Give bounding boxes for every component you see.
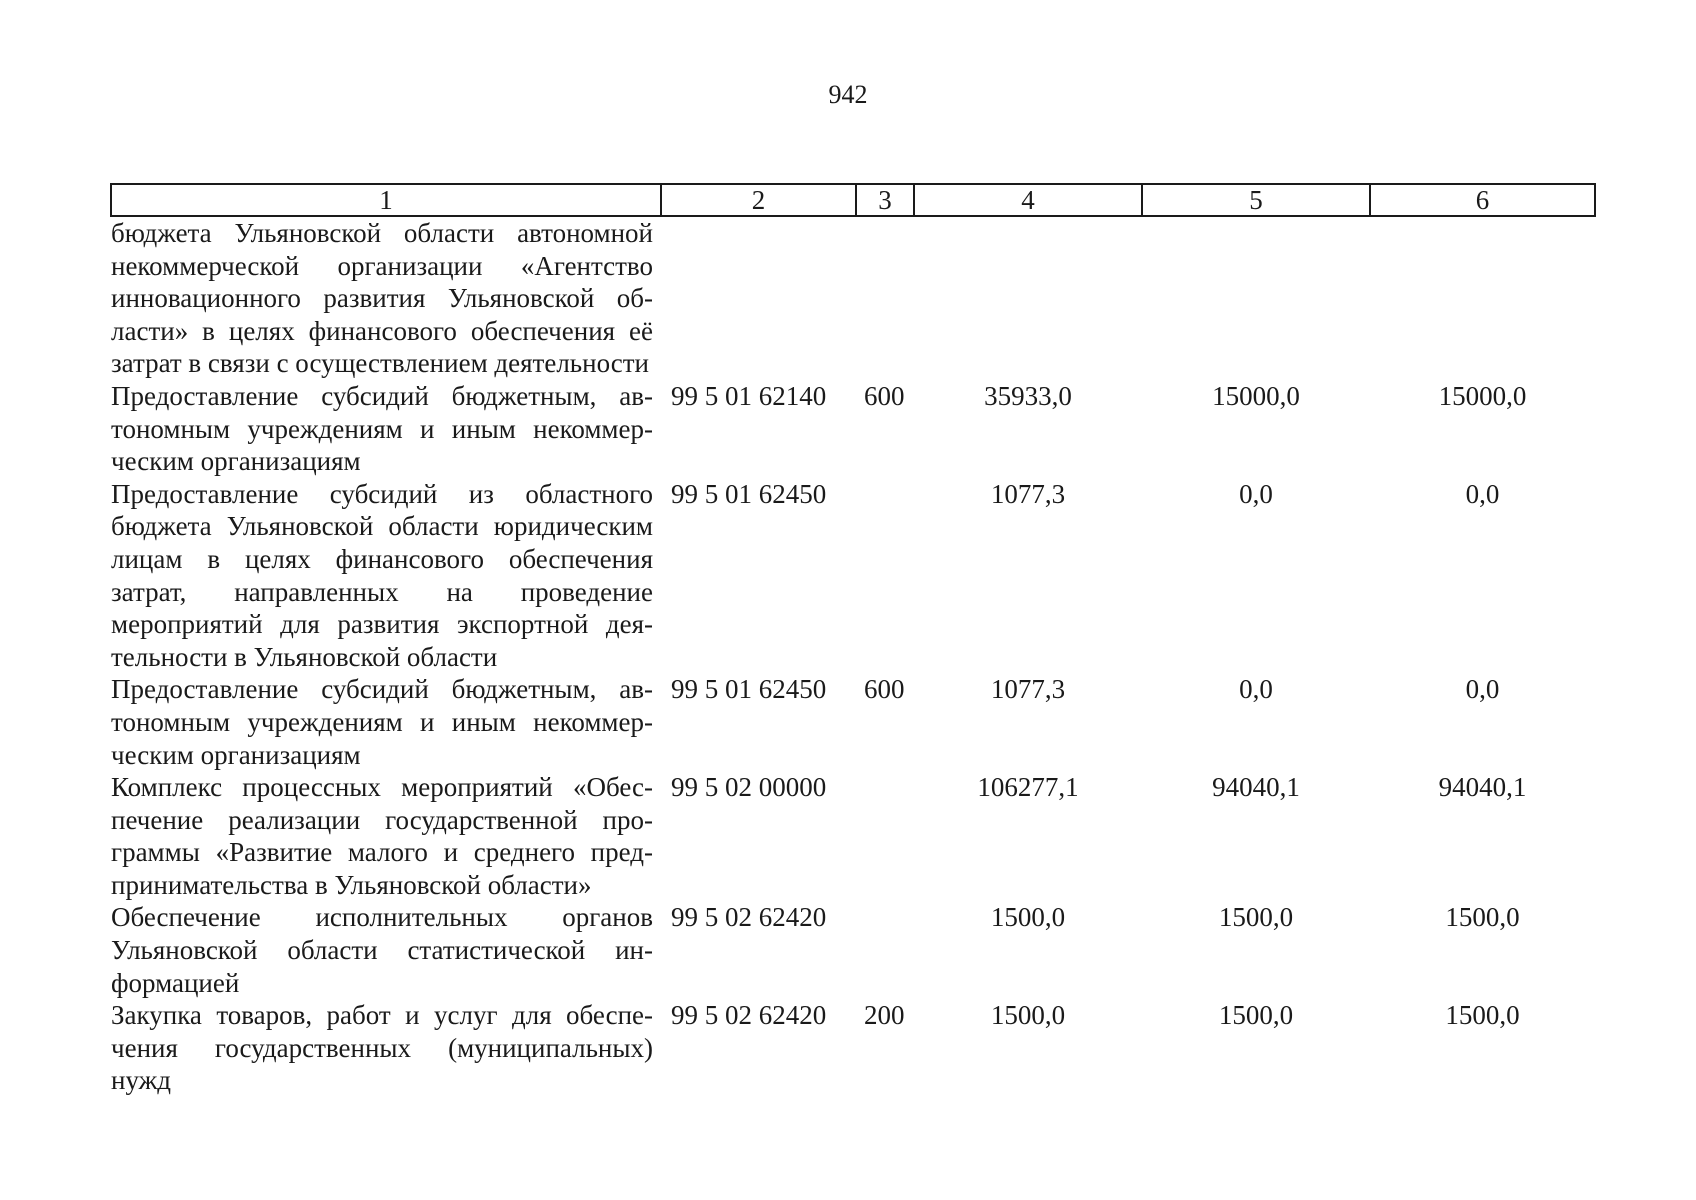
header-col-4: 4 <box>914 184 1142 216</box>
row-value-5: 15000,0 <box>1212 380 1300 411</box>
row-kind: 600 <box>864 674 905 705</box>
row-name: Закупка товаров, работ и услуг для обеспечения государственных (муниципальных) нужд <box>111 1000 653 1096</box>
row-name: бюджета Ульяновской области автономной некоммерческой организации «Агентство инновационного развития Ульяновской области» в целях финансового обеспечения её затрат в связи с осуществлением деятельности <box>111 218 653 379</box>
row-value-4: 1077,3 <box>990 674 1066 705</box>
header-row <box>111 184 1595 216</box>
row-kind: 200 <box>864 1000 905 1031</box>
header-col-1: 1 <box>111 184 661 216</box>
row-name: Предоставление субсидий бюджетным, автономным учреждениям и иным некоммерческим организациям <box>111 674 653 770</box>
row-kind <box>856 216 914 380</box>
row-value-4: 1500,0 <box>990 902 1066 933</box>
row-kind: 600 <box>864 380 905 411</box>
row-name: Предоставление субсидий бюджетным, автономным учреждениям и иным некоммерческим организациям <box>111 380 653 477</box>
row-code: 99 5 02 62420 <box>671 902 827 933</box>
row-code: 99 5 01 62450 <box>671 674 827 705</box>
row-value-4: 1500,0 <box>990 1000 1066 1031</box>
table-header <box>111 184 1595 216</box>
row-code: 99 5 02 62420 <box>671 1000 827 1031</box>
header-col-5: 5 <box>1142 184 1370 216</box>
row-value-5: 0,0 <box>1239 674 1273 705</box>
table-row <box>111 999 1595 1097</box>
table-row <box>111 380 1595 478</box>
row-value-5: 94040,1 <box>1212 772 1300 803</box>
row-value-5: 1500,0 <box>1218 1000 1294 1031</box>
row-kind <box>856 771 914 901</box>
row-value-5: 1500,0 <box>1218 902 1294 933</box>
table-row <box>111 901 1595 999</box>
row-code: 99 5 01 62140 <box>671 380 827 411</box>
row-kind <box>856 478 914 674</box>
header-col-6: 6 <box>1370 184 1595 216</box>
row-value-4: 1077,3 <box>990 478 1066 509</box>
row-value-6: 94040,1 <box>1438 772 1527 803</box>
table-row <box>111 771 1595 901</box>
row-value-4: 106277,1 <box>977 772 1079 803</box>
row-value-6: 0,0 <box>1465 478 1500 509</box>
row-value-4: 35933,0 <box>984 380 1072 411</box>
page-number: 942 <box>828 80 868 109</box>
budget-table <box>110 183 1596 1097</box>
row-value-6: 1500,0 <box>1445 902 1520 933</box>
table-row <box>111 216 1595 380</box>
header-col-3: 3 <box>856 184 914 216</box>
table-body <box>111 216 1595 1097</box>
row-name: Комплекс процессных мероприятий «Обеспечение реализации государственной программы «Развитие малого и среднего предпринимательства в Ульяновской области» <box>111 772 653 900</box>
row-kind <box>856 901 914 999</box>
row-code <box>661 216 856 380</box>
row-value-6 <box>1370 216 1595 380</box>
row-value-5: 0,0 <box>1239 478 1273 509</box>
row-value-6: 1500,0 <box>1445 1000 1520 1031</box>
row-code: 99 5 01 62450 <box>671 478 827 509</box>
row-name: Предоставление субсидий из областного бюджета Ульяновской области юридическим лицам в целях финансового обеспечения затрат, направленных на проведение мероприятий для развития экспортной деятельности в Ульяновской области <box>111 478 653 672</box>
row-value-6: 15000,0 <box>1438 380 1527 411</box>
header-col-2: 2 <box>661 184 856 216</box>
row-code: 99 5 02 00000 <box>671 772 827 803</box>
row-value-6: 0,0 <box>1465 674 1500 705</box>
row-value-5 <box>1142 216 1370 380</box>
row-value-4 <box>914 216 1142 380</box>
table-row <box>111 673 1595 771</box>
row-name: Обеспечение исполнительных органов Ульяновской области статистической информацией <box>111 902 653 998</box>
table-row <box>111 478 1595 674</box>
